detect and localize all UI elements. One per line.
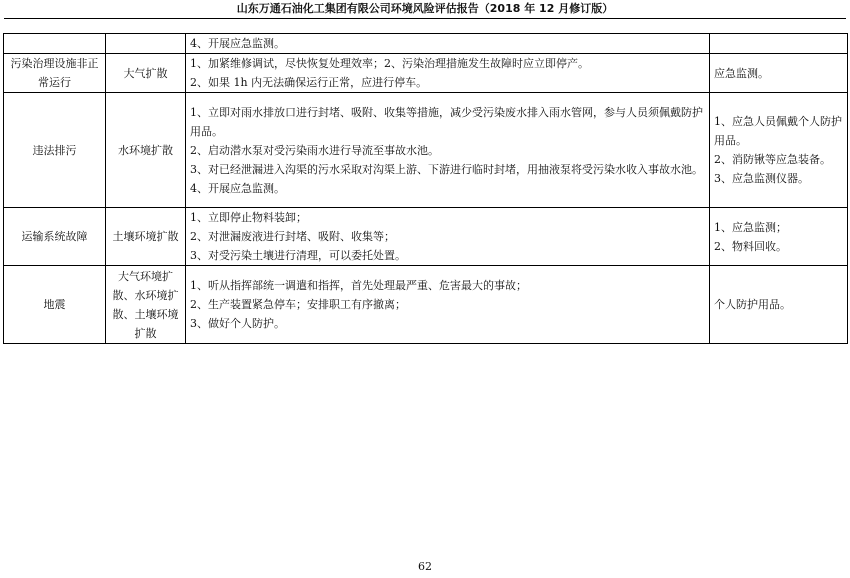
event-cell [4,34,106,54]
measures-cell [186,54,710,93]
measure-line: 2、生产装置紧急停车；安排职工有序撤离； [190,298,406,311]
resource-line: 应急监测。 [714,66,769,80]
measure-line: 4、开展应急监测。 [190,37,285,50]
measure-line: 3、做好个人防护。 [190,317,285,330]
measure-line: 1、立即停止物料装卸； [190,211,307,224]
table-row [4,34,848,54]
measure-line: 1、听从指挥部统一调遣和指挥，首先处理最严重、危害最大的事故； [190,279,527,292]
resources-cell [710,208,848,266]
measures-cell [186,208,710,266]
measure-line: 4、开展应急监测。 [190,181,285,195]
table-row [4,54,848,93]
resource-line: 1、应急监测； [714,220,787,234]
event-cell: 运输系统故障 [4,208,106,266]
resource-line: 个人防护用品。 [714,298,791,311]
emergency-measures-table [3,33,848,344]
table-row [4,93,848,208]
resources-cell [710,93,848,208]
resource-line: 2、物料回收。 [714,239,787,253]
table-row [4,266,848,344]
resources-cell [710,34,848,54]
impact-cell: 土壤环境扩散 [106,208,186,266]
resource-line: 2、消防锹等应急装备。 [714,153,831,166]
page-number: 62 [418,560,432,573]
impact-cell: 大气环境扩散、水环境扩散、土壤环境扩散 [106,266,186,344]
measure-line: 2、如果 1h 内无法确保运行正常，应进行停车。 [190,76,428,89]
event-cell: 违法排污 [4,93,106,208]
measure-line: 1、立即对雨水排放口进行封堵、吸附、收集等措施，减少受污染废水排入雨水管网，参与人员须佩戴防护用品。 [190,105,703,138]
measures-cell [186,34,710,54]
resources-cell [710,54,848,93]
event-cell: 地震 [4,266,106,344]
event-cell: 污染治理设施非正常运行 [4,54,106,93]
measures-cell [186,93,710,208]
resource-line: 1、应急人员佩戴个人防护用品。 [714,115,842,147]
measure-line: 1、加紧维修调试，尽快恢复处理效率；2、污染治理措施发生故障时应立即停产。 [190,57,589,70]
measure-line: 3、对受污染土壤进行清理，可以委托处置。 [190,249,406,262]
impact-cell [106,34,186,54]
impact-cell: 水环境扩散 [106,93,186,208]
resource-line: 3、应急监测仪器。 [714,172,809,185]
measure-line: 3、对已经泄漏进入沟渠的污水采取对沟渠上游、下游进行临时封堵，用抽液泵将受污染水收入事故水池。 [190,162,703,176]
resources-cell [710,266,848,344]
measures-cell [186,266,710,344]
table-row [4,208,848,266]
measure-line: 2、启动潜水泵对受污染雨水进行导流至事故水池。 [190,143,439,157]
impact-cell: 大气扩散 [106,54,186,93]
header-rule [4,18,846,19]
page-header: 山东万通石油化工集团有限公司环境风险评估报告（2018 年 12 月修订版） [236,2,614,15]
measure-line: 2、对泄漏废液进行封堵、吸附、收集等； [190,230,395,243]
